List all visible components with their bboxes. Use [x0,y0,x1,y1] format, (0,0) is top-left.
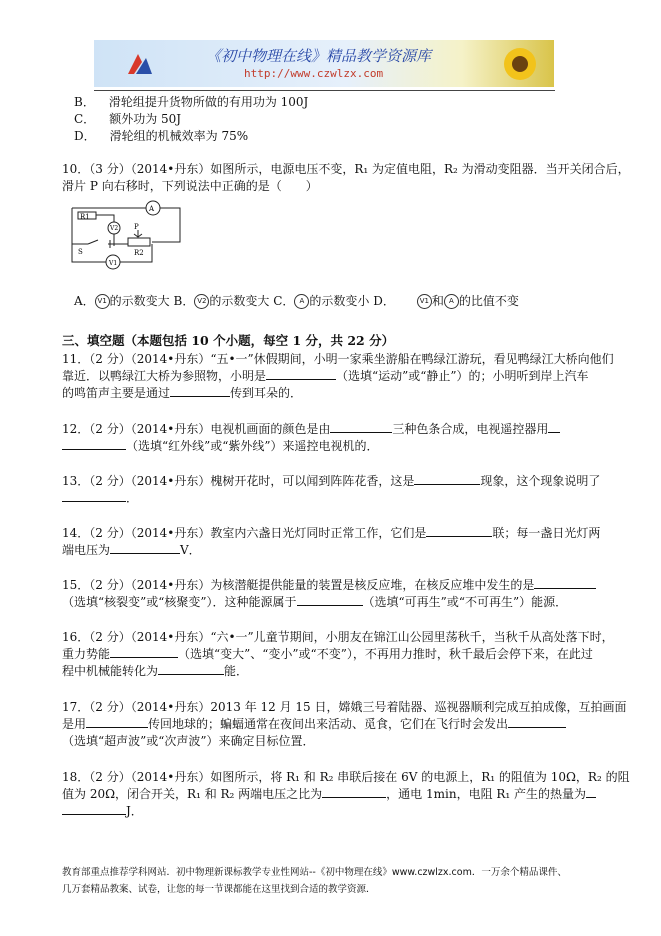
answer-blank[interactable] [534,577,596,589]
answer-blank[interactable] [297,594,363,606]
q11-line1: 11．（2 分）（2014•丹东）“五•一”休假期间，小明一家乘坐游船在鸭绿江游玩，看见鸭绿江大桥向他们 [62,352,614,366]
footer-line2: 几万套精品教案、试卷，让您的每一节课都能在这里找到合适的教学资源． [62,884,376,895]
q17-line3: （选填“超声波”或“次声波”）来确定目标位置． [62,734,315,748]
q11-line3: 的鸣笛声主要是通过 传到耳朵的． [62,386,303,400]
q14-line1: 14．（2 分）（2014•丹东）教室内六盏日光灯同时正常工作，它们是 联；每一盏日光灯两 [62,526,601,540]
ammeter-icon: A [444,294,459,309]
q10-option-c[interactable]: C． A 的示数变小 [273,294,370,308]
voltmeter-v2-icon: V2 [194,294,209,309]
q17-line1: 17．（2 分）（2014•丹东）2013 年 12 月 15 日，嫦娥三号着陆器、巡视器顺利完成互拍成像，互拍画面 [62,700,627,714]
header-rule [94,90,555,91]
banner-title: 《初中物理在线》精品教学资源库 [206,47,432,65]
q16-line1: 16．（2 分）（2014•丹东）“六•一”儿童节期间，小朋友在锦江山公园里荡秋千，当秋千从高处落下时， [62,630,614,644]
q18-line1: 18．（2 分）（2014•丹东）如图所示，将 R₁ 和 R₂ 串联后接在 6V 的电源上，R₁ 的阻值为 10Ω，R₂ 的阻 [62,770,630,784]
circuit-label-v1: V1 [109,260,118,267]
answer-blank[interactable] [426,525,492,537]
answer-blank[interactable] [266,368,336,380]
q16-line2: 重力势能 （选填“变大”、“变小”或“不变”），不再用力推时，秋千最后会停下来，在此过 [62,647,593,661]
q12-line1: 12．（2 分）（2014•丹东）电视机画面的颜色是由 三种色条合成，电视遥控器用 [62,420,560,437]
circuit-label-r1: R1 [80,213,90,221]
q13-line1: 13．（2 分）（2014•丹东）槐树开花时，可以闻到阵阵花香，这是 现象，这个现象说明了 [62,474,601,488]
footer-line1: 教育部重点推荐学科网站．初中物理新课标教学专业性网站--《初中物理在线》www.czwlzx.com．一万余个精品课件、 [62,867,567,878]
voltmeter-v1-icon: V1 [95,294,110,309]
answer-blank[interactable] [330,421,392,433]
q10-options [74,292,519,309]
q10-stem-line1: 10．（3 分）（2014•丹东）如图所示，电源电压不变，R₁ 为定值电阻，R₂ 为滑动变阻器．当开关闭合后， [62,162,630,176]
answer-blank[interactable] [158,663,224,675]
q10-option-b[interactable]: B． V2 的示数变大 [173,294,270,308]
q13-line2: ． [62,489,138,506]
answer-blank[interactable] [86,716,148,728]
circuit-label-p: P [134,223,139,231]
answer-blank[interactable] [586,786,596,798]
circuit-diagram [68,200,188,272]
q10-option-a[interactable]: A． V1 的示数变大 [74,294,170,308]
answer-blank[interactable] [62,438,126,450]
circuit-label-v2: V2 [110,225,119,232]
q10-option-d[interactable]: D． V1 和 A 的比值不变 [373,294,519,308]
answer-blank[interactable] [414,473,480,485]
answer-blank[interactable] [548,421,560,433]
answer-blank[interactable] [62,490,126,502]
answer-blank[interactable] [322,786,386,798]
voltmeter-v1-icon: V1 [417,294,432,309]
circuit-label-a: A [149,205,155,213]
answer-blank[interactable] [170,385,230,397]
q9-option-c: C． 额外功为 50J [74,112,182,126]
q15-line2: （选填“核裂变”或“核聚变”）．这种能源属于 （选填“可再生”或“不可再生”）能源． [62,595,568,609]
section-heading: 三、填空题（本题包括 10 个小题，每空 1 分，共 22 分） [62,333,395,348]
sunflower-icon [494,44,546,84]
q18-line2: 值为 20Ω，闭合开关，R₁ 和 R₂ 两端电压之比为 ，通电 1min，电阻 R₁ 产生的热量为 [62,785,596,802]
q16-line3: 程中机械能转化为 能． [62,664,249,678]
q11-line2: 靠近．以鸭绿江大桥为参照物，小明是 （选填“运动”或“静止”）的；小明听到岸上汽车 [62,369,589,383]
banner-url[interactable]: http://www.czwlzx.com [244,67,384,80]
q17-line2: 是用 传回地球的；蝙蝠通常在夜间出来活动、觅食，它们在飞行时会发出 [62,715,566,732]
q15-line1: 15．（2 分）（2014•丹东）为核潜艇提供能量的装置是核反应堆，在核反应堆中发生的是 [62,576,596,593]
header-banner [94,40,554,87]
answer-blank[interactable] [62,803,126,815]
q10-stem-line2: 滑片 P 向右移时，下列说法中正确的是（ ） [62,179,318,193]
page-footer [62,864,567,895]
answer-blank[interactable] [110,542,180,554]
q9-option-b: B． 滑轮组提升货物所做的有用功为 100J [74,95,309,109]
circuit-label-s: S [78,248,83,256]
q18-line3: J． [62,802,143,819]
ammeter-icon: A [294,294,309,309]
circuit-label-r2: R2 [134,249,144,257]
answer-blank[interactable] [508,716,566,728]
site-logo [124,50,156,78]
answer-blank[interactable] [110,646,178,658]
q9-option-d: D． 滑轮组的机械效率为 75% [74,129,249,143]
q12-line2: （选填“红外线”或“紫外线”）来遥控电视机的． [62,437,379,454]
q14-line2: 端电压为 V． [62,543,201,557]
